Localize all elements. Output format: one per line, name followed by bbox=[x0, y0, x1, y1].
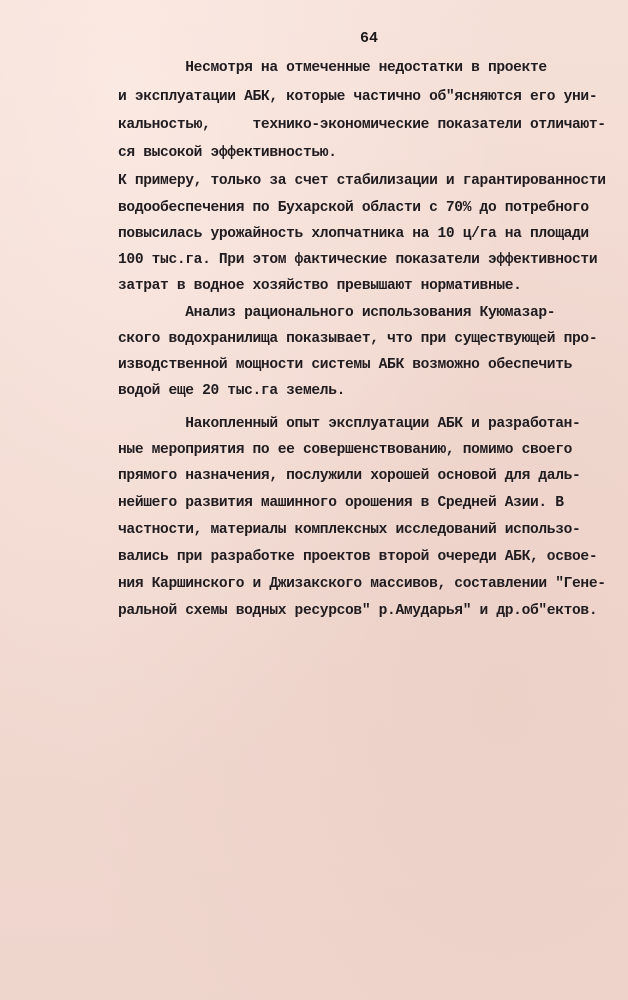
text-line: и эксплуатации АБК, которые частично об"ясняются его уни- bbox=[118, 89, 598, 105]
text-line: нейшего развития машинного орошения в Средней Азии. В bbox=[118, 495, 564, 511]
text-line: ния Каршинского и Джизакского массивов, составлении "Гене- bbox=[118, 576, 606, 592]
text-line: К примеру, только за счет стабилизации и гарантированности bbox=[118, 173, 606, 189]
page-number: 64 bbox=[360, 30, 379, 47]
text-line: прямого назначения, послужили хорошей основой для даль- bbox=[118, 468, 581, 484]
text-line: ральной схемы водных ресурсов" р.Амударья" и др.об"ектов. bbox=[118, 603, 598, 619]
text-line: кальностью, технико-экономические показатели отличают- bbox=[118, 117, 606, 133]
text-line: повысилась урожайность хлопчатника на 10 ц/га на площади bbox=[118, 226, 589, 242]
text-line: Накопленный опыт эксплуатации АБК и разработан- bbox=[118, 416, 581, 432]
text-line: частности, материалы комплексных исследований использо- bbox=[118, 522, 581, 538]
text-line: Несмотря на отмеченные недостатки в проекте bbox=[118, 60, 547, 76]
text-line: ные мероприятия по ее совершенствованию, помимо своего bbox=[118, 442, 573, 458]
text-line: 100 тыс.га. При этом фактические показатели эффективности bbox=[118, 252, 598, 268]
text-line: затрат в водное хозяйство превышают нормативные. bbox=[118, 278, 522, 294]
text-line: водой еще 20 тыс.га земель. bbox=[118, 383, 346, 399]
text-line: ского водохранилища показывает, что при существующей про- bbox=[118, 331, 598, 347]
text-line: Анализ рационального использования Куюмазар- bbox=[118, 305, 556, 321]
text-line: ся высокой эффективностью. bbox=[118, 145, 337, 161]
text-line: вались при разработке проектов второй очереди АБК, освое- bbox=[118, 549, 598, 565]
text-line: изводственной мощности системы АБК возможно обеспечить bbox=[118, 357, 573, 373]
text-line: водообеспечения по Бухарской области с 70% до потребного bbox=[118, 200, 589, 216]
